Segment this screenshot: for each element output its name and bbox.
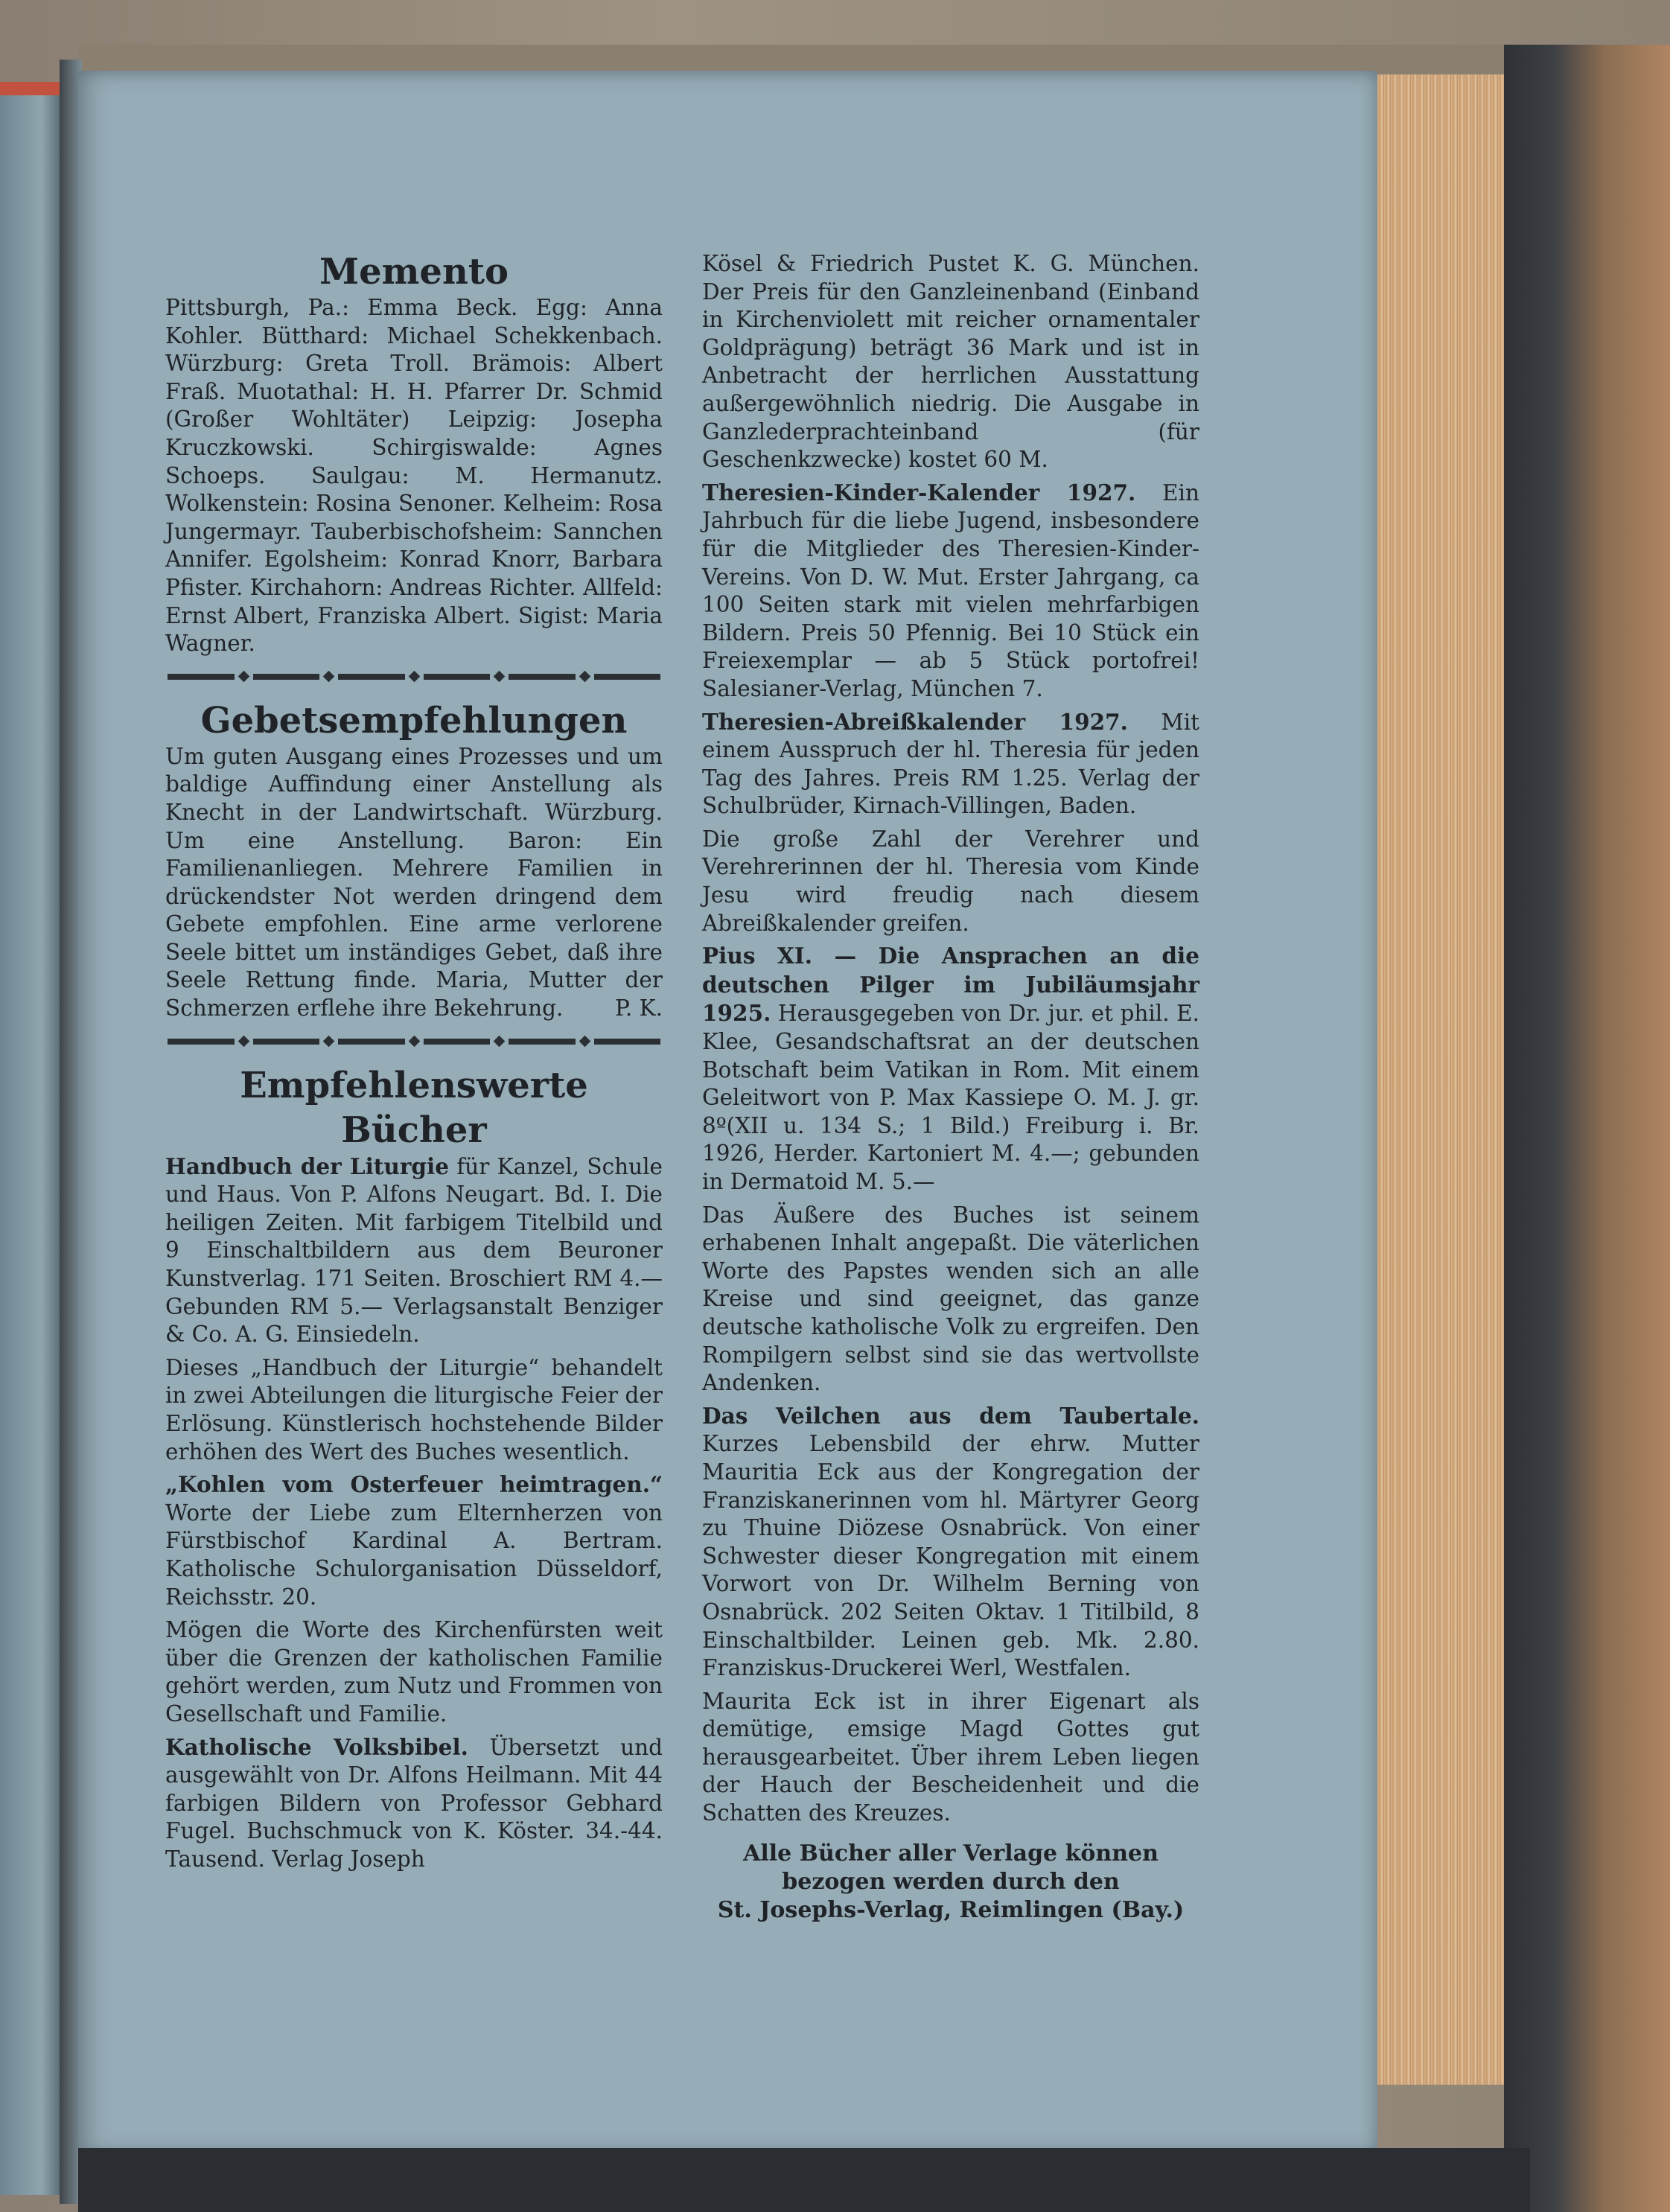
gebet-heading: Gebetsempfehlungen xyxy=(200,699,628,742)
book-desc: Worte der Liebe zum Elternherzen von Fürstbischof Kardinal A. Bertram. Katholische Schulorganisation Düsseldorf, Reichsstr. 20. xyxy=(165,1499,663,1610)
book-desc: Herausgegeben von Dr. jur. et phil. E. Klee, Gesandschaftsrat an der deutschen Botschaft beim Vatikan in Rom. Mit einem Geleitwort von P. Max Kassiepe O. M. J. gr. 8º(XII u. 134 S.; 1 Bild.) Freiburg i. Br. 1926, Herder. Kartoniert M. 4.—; gebunden in Dermatoid M. 5.— xyxy=(702,1001,1199,1194)
book-entry xyxy=(165,1616,663,1728)
book-title: Das Veilchen aus dem Taubertale. xyxy=(702,1402,1199,1429)
gebet-initials: P. K. xyxy=(614,995,663,1021)
gebet-text xyxy=(165,743,663,1023)
book-entry xyxy=(702,249,1199,474)
left-column xyxy=(165,249,663,1878)
book-cover-right xyxy=(1504,45,1670,2212)
gebet-body: Um guten Ausgang eines Prozesses und um baldige Auffindung einer Anstellung als Knecht in der Landwirtschaft. Würzburg. Um eine Anstellung. Baron: Ein Familienanliegen. Mehrere Familien in drückendster Not werden dringend dem Gebete empfohlen. Eine arme verlorene Seele bittet um inständiges Gebet, daß ihre Seele Rettung finde. Maria, Mutter der Schmerzen erflehe ihre Bekehrung. xyxy=(165,743,663,1021)
book-desc: für Kanzel, Schule und Haus. Von P. Alfons Neugart. Bd. I. Die heiligen Zeiten. Mit farbigem Titelbild und 9 Einschaltbildern aus dem Beuroner Kunstverlag. 171 Seiten. Broschiert RM 4.— Gebunden RM 5.— Verlagsanstalt Benziger & Co. A. G. Einsiedeln. xyxy=(165,1153,663,1348)
publisher-notice xyxy=(702,1840,1199,1925)
book-desc: Kösel & Friedrich Pustet K. G. München. Der Preis für den Ganzleinenband (Einband in Kirchenviolett mit reicher ornamentaler Goldprägung) beträgt 36 Mark und ist in Anbetracht der herrlichen Ausstattung außergewöhnlich niedrig. Die Ausgabe in Ganzlederprachteinband (für Geschenkzwecke) kostet 60 M. xyxy=(702,251,1199,473)
book-desc: Mögen die Worte des Kirchenfürsten weit über die Grenzen der katholischen Familie gehört werden, zum Nutz und Frommen von Gesellschaft und Familie. xyxy=(165,1617,663,1727)
book-entry xyxy=(702,942,1199,1196)
notice-line: St. Josephs-Verlag, Reimlingen (Bay.) xyxy=(717,1896,1185,1923)
book-entry xyxy=(165,1733,663,1874)
book-desc: Maurita Eck ist in ihrer Eigenart als demütige, emsige Magd Gottes gut herausgearbeitet. Über ihrem Leben liegen der Hauch der Bescheidenheit und die Schatten des Kreuzes. xyxy=(702,1688,1199,1826)
book-cover-bottom xyxy=(78,2148,1530,2212)
page-edges xyxy=(1377,74,1504,2085)
book-desc: Kurzes Lebensbild der ehrw. Mutter Mauritia Eck aus der Kongregation der Franziskanerinnen vom hl. Märtyrer Georg zu Thuine Diözese Osnabrück. Von einer Schwester dieser Kongregation mit einem Vorwort von Dr. Wilhelm Berning von Osnabrück. 202 Seiten Oktav. 1 Titilbild, 8 Einschaltbilder. Leinen geb. Mk. 2.80. Franziskus-Druckerei Werl, Westfalen. xyxy=(702,1431,1199,1681)
book-entry xyxy=(702,825,1199,937)
book-desc: Übersetzt und ausgewählt von Dr. Alfons Heilmann. Mit 44 farbigen Bildern von Professor Gebhard Fugel. Buchschmuck von K. Köster. 34.-44. Tausend. Verlag Joseph xyxy=(165,1734,663,1872)
notice-line: Alle Bücher aller Verlage können xyxy=(743,1840,1159,1867)
book-title: Theresien-Abreißkalender 1927. xyxy=(702,708,1128,735)
notice-line: bezogen werden durch den xyxy=(782,1868,1120,1895)
right-column xyxy=(702,249,1199,1925)
book-entry xyxy=(702,1402,1199,1683)
book-entry xyxy=(165,1354,663,1466)
left-page-edge xyxy=(0,82,60,2195)
book-desc: Mit einem Ausspruch der hl. Theresia für jeden Tag des Jahres. Preis RM 1.25. Verlag der Schulbrüder, Kirnach-Villingen, Baden. xyxy=(702,709,1200,819)
book-desc: Dieses „Handbuch der Liturgie“ behandelt in zwei Abteilungen die liturgische Feier der Erlösung. Künstlerisch hochstehende Bilder erhöhen des Wert des Buches wesentlich. xyxy=(165,1354,663,1464)
book-desc: Ein Jahrbuch für die liebe Jugend, insbesondere für die Mitglieder des Theresien-Kinder-Vereins. Von D. W. Mut. Erster Jahrgang, ca 100 Seiten stark mit vielen mehrfarbigen Bildern. Preis 50 Pfennig. Bei 10 Stück ein Freiexemplar — ab 5 Stück portofrei! Salesianer-Verlag, München 7. xyxy=(702,479,1199,701)
book-entry xyxy=(702,1201,1199,1397)
book-desc: Die große Zahl der Verehrer und Verehrerinnen der hl. Theresia vom Kinde Jesu wird freudig nach diesem Abreißkalender greifen. xyxy=(702,826,1199,936)
ornamental-divider xyxy=(165,1030,663,1053)
buecher-heading: Empfehlenswerte Bücher xyxy=(240,1064,588,1151)
book-desc: Das Äußere des Buches ist seinem erhabenen Inhalt angepaßt. Die väterlichen Worte des Papstes wenden sich an alle Kreise und sind geeignet, das ganze deutsche katholische Volk zu ergreifen. Den Rompilgern selbst sind sie das wertvollste Andenken. xyxy=(702,1202,1199,1396)
book-entry xyxy=(165,1153,663,1349)
memento-text: Pittsburgh, Pa.: Emma Beck. Egg: Anna Kohler. Bütthard: Michael Schekkenbach. Würzburg: Greta Troll. Brämois: Albert Fraß. Muotathal: H. H. Pfarrer Dr. Schmid (Großer Wohltäter) Leipzig: Josepha Kruczkowski. Schirgiswalde: Agnes Schoeps. Saulgau: M. Hermanutz. Wolkenstein: Rosina Senoner. Kelheim: Rosa Jungermayr. Tauberbischofsheim: Sannchen Annifer. Egolsheim: Konrad Knorr, Barbara Pfister. Kirchahorn: Andreas Richter. Allfeld: Ernst Albert, Franziska Albert. Sigist: Maria Wagner. xyxy=(165,295,663,657)
book-title: Theresien-Kinder-Kalender 1927. xyxy=(702,479,1136,506)
book-entry xyxy=(702,708,1199,820)
book-title: Katholische Volksbibel. xyxy=(165,1733,468,1760)
memento-heading: Memento xyxy=(319,251,509,293)
ornamental-divider xyxy=(165,666,663,688)
book-title: Handbuch der Liturgie xyxy=(165,1153,450,1179)
book-entry xyxy=(702,479,1199,704)
book-title: Pius XI. — Die Ansprachen an die deutschen Pilger im Jubiläumsjahr 1925. xyxy=(702,943,1199,1027)
book-entry xyxy=(165,1470,663,1611)
book-title: „Kohlen vom Osterfeuer heimtragen.“ xyxy=(165,1471,663,1498)
book-entry xyxy=(702,1687,1199,1828)
